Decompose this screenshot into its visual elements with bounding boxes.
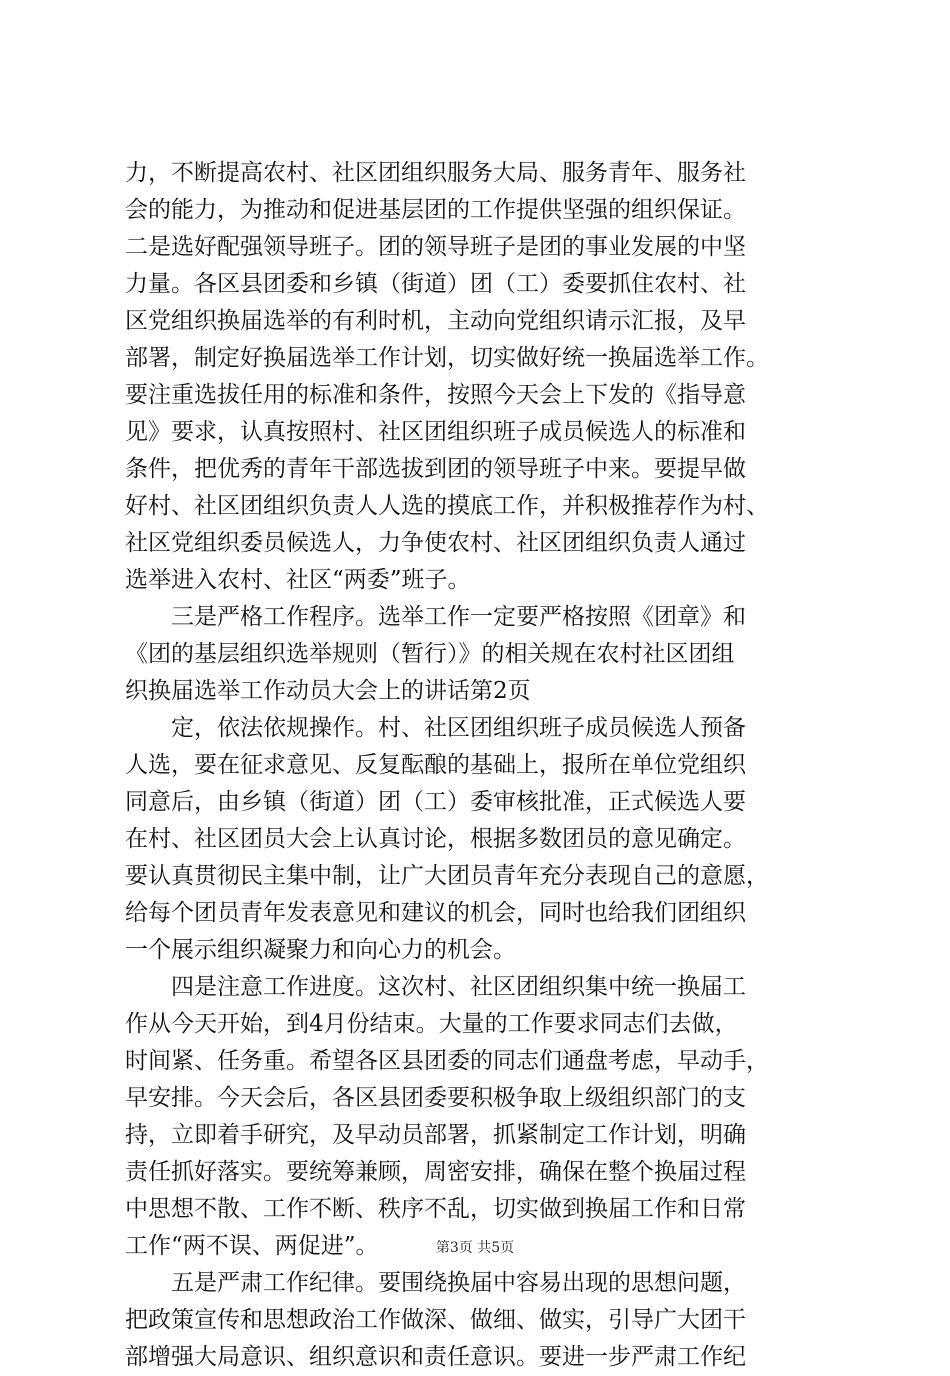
text-line: 在村、社区团员大会上认真讨论，根据多数团员的意见确定。 <box>125 826 746 852</box>
text-line: 把政策宣传和思想政治工作做深、做细、做实，引导广大团干 <box>125 1307 746 1333</box>
text-line: 力，不断提高农村、社区团组织服务大局、服务青年、服务社 <box>125 160 746 186</box>
text-line: 早安排。今天会后，各区县团委要积极争取上级组织部门的支 <box>125 1085 746 1111</box>
text-line: 见》要求，认真按照村、社区团组织班子成员候选人的标准和 <box>125 419 746 445</box>
text-line: 部增强大局意识、组织意识和责任意识。要进一步严肃工作纪 <box>125 1344 746 1370</box>
text-line: 会的能力，为推动和促进基层团的工作提供坚强的组织保证。 <box>125 197 746 223</box>
text-line: 条件，把优秀的青年干部选拔到团的领导班子中来。要提早做 <box>125 456 746 482</box>
text-line: 部署，制定好换届选举工作计划，切实做好统一换届选举工作。 <box>125 345 769 371</box>
text-line: 工作“两不误、两促进”。 <box>125 1233 379 1259</box>
text-line: 三是严格工作程序。选举工作一定要严格按照《团章》和 <box>125 604 746 630</box>
text-line: 人选，要在征求意见、反复酝酿的基础上，报所在单位党组织 <box>125 752 746 778</box>
text-line: 社区党组织委员候选人，力争使农村、社区团组织负责人通过 <box>125 530 746 556</box>
text-line: 持，立即着手研究，及早动员部署，抓紧制定工作计划，明确 <box>125 1122 746 1148</box>
text-line: 织换届选举工作动员大会上的讲话第2页 <box>125 678 531 704</box>
text-line: 要认真贯彻民主集中制，让广大团员青年充分表现自己的意愿， <box>125 863 769 889</box>
text-line: 要注重选拔任用的标准和条件，按照今天会上下发的《指导意 <box>125 382 746 408</box>
text-line: 好村、社区团组织负责人人选的摸底工作，并积极推荐作为村、 <box>125 493 769 519</box>
text-line: 二是选好配强领导班子。团的领导班子是团的事业发展的中坚 <box>125 234 746 260</box>
text-line: 给每个团员青年发表意见和建议的机会，同时也给我们团组织 <box>125 900 746 926</box>
text-line: 时间紧、任务重。希望各区县团委的同志们通盘考虑，早动手， <box>125 1048 769 1074</box>
text-line: 同意后，由乡镇（街道）团（工）委审核批准，正式候选人要 <box>125 789 746 815</box>
text-line: 作从今天开始，到4月份结束。大量的工作要求同志们去做， <box>125 1011 738 1037</box>
text-line: 一个展示组织凝聚力和向心力的机会。 <box>125 937 516 963</box>
text-line: 力量。各区县团委和乡镇（街道）团（工）委要抓住农村、社 <box>125 271 746 297</box>
text-line: 《团的基层组织选举规则（暂行）》的相关规在农村社区团组 <box>125 641 735 667</box>
text-line: 选举进入农村、社区“两委”班子。 <box>125 567 471 593</box>
page-footer: 第3页 共5页 <box>435 1240 515 1256</box>
text-line: 五是严肃工作纪律。要围绕换届中容易出现的思想问题， <box>125 1270 746 1296</box>
text-line: 四是注意工作进度。这次村、社区团组织集中统一换届工 <box>125 974 746 1000</box>
text-line: 区党组织换届选举的有利时机，主动向党组织请示汇报，及早 <box>125 308 746 334</box>
text-line: 定，依法依规操作。村、社区团组织班子成员候选人预备 <box>125 715 746 741</box>
text-line: 中思想不散、工作不断、秩序不乱，切实做到换届工作和日常 <box>125 1196 746 1222</box>
text-line: 责任抓好落实。要统筹兼顾，周密安排，确保在整个换届过程 <box>125 1159 746 1185</box>
body-text <box>125 155 835 1376</box>
